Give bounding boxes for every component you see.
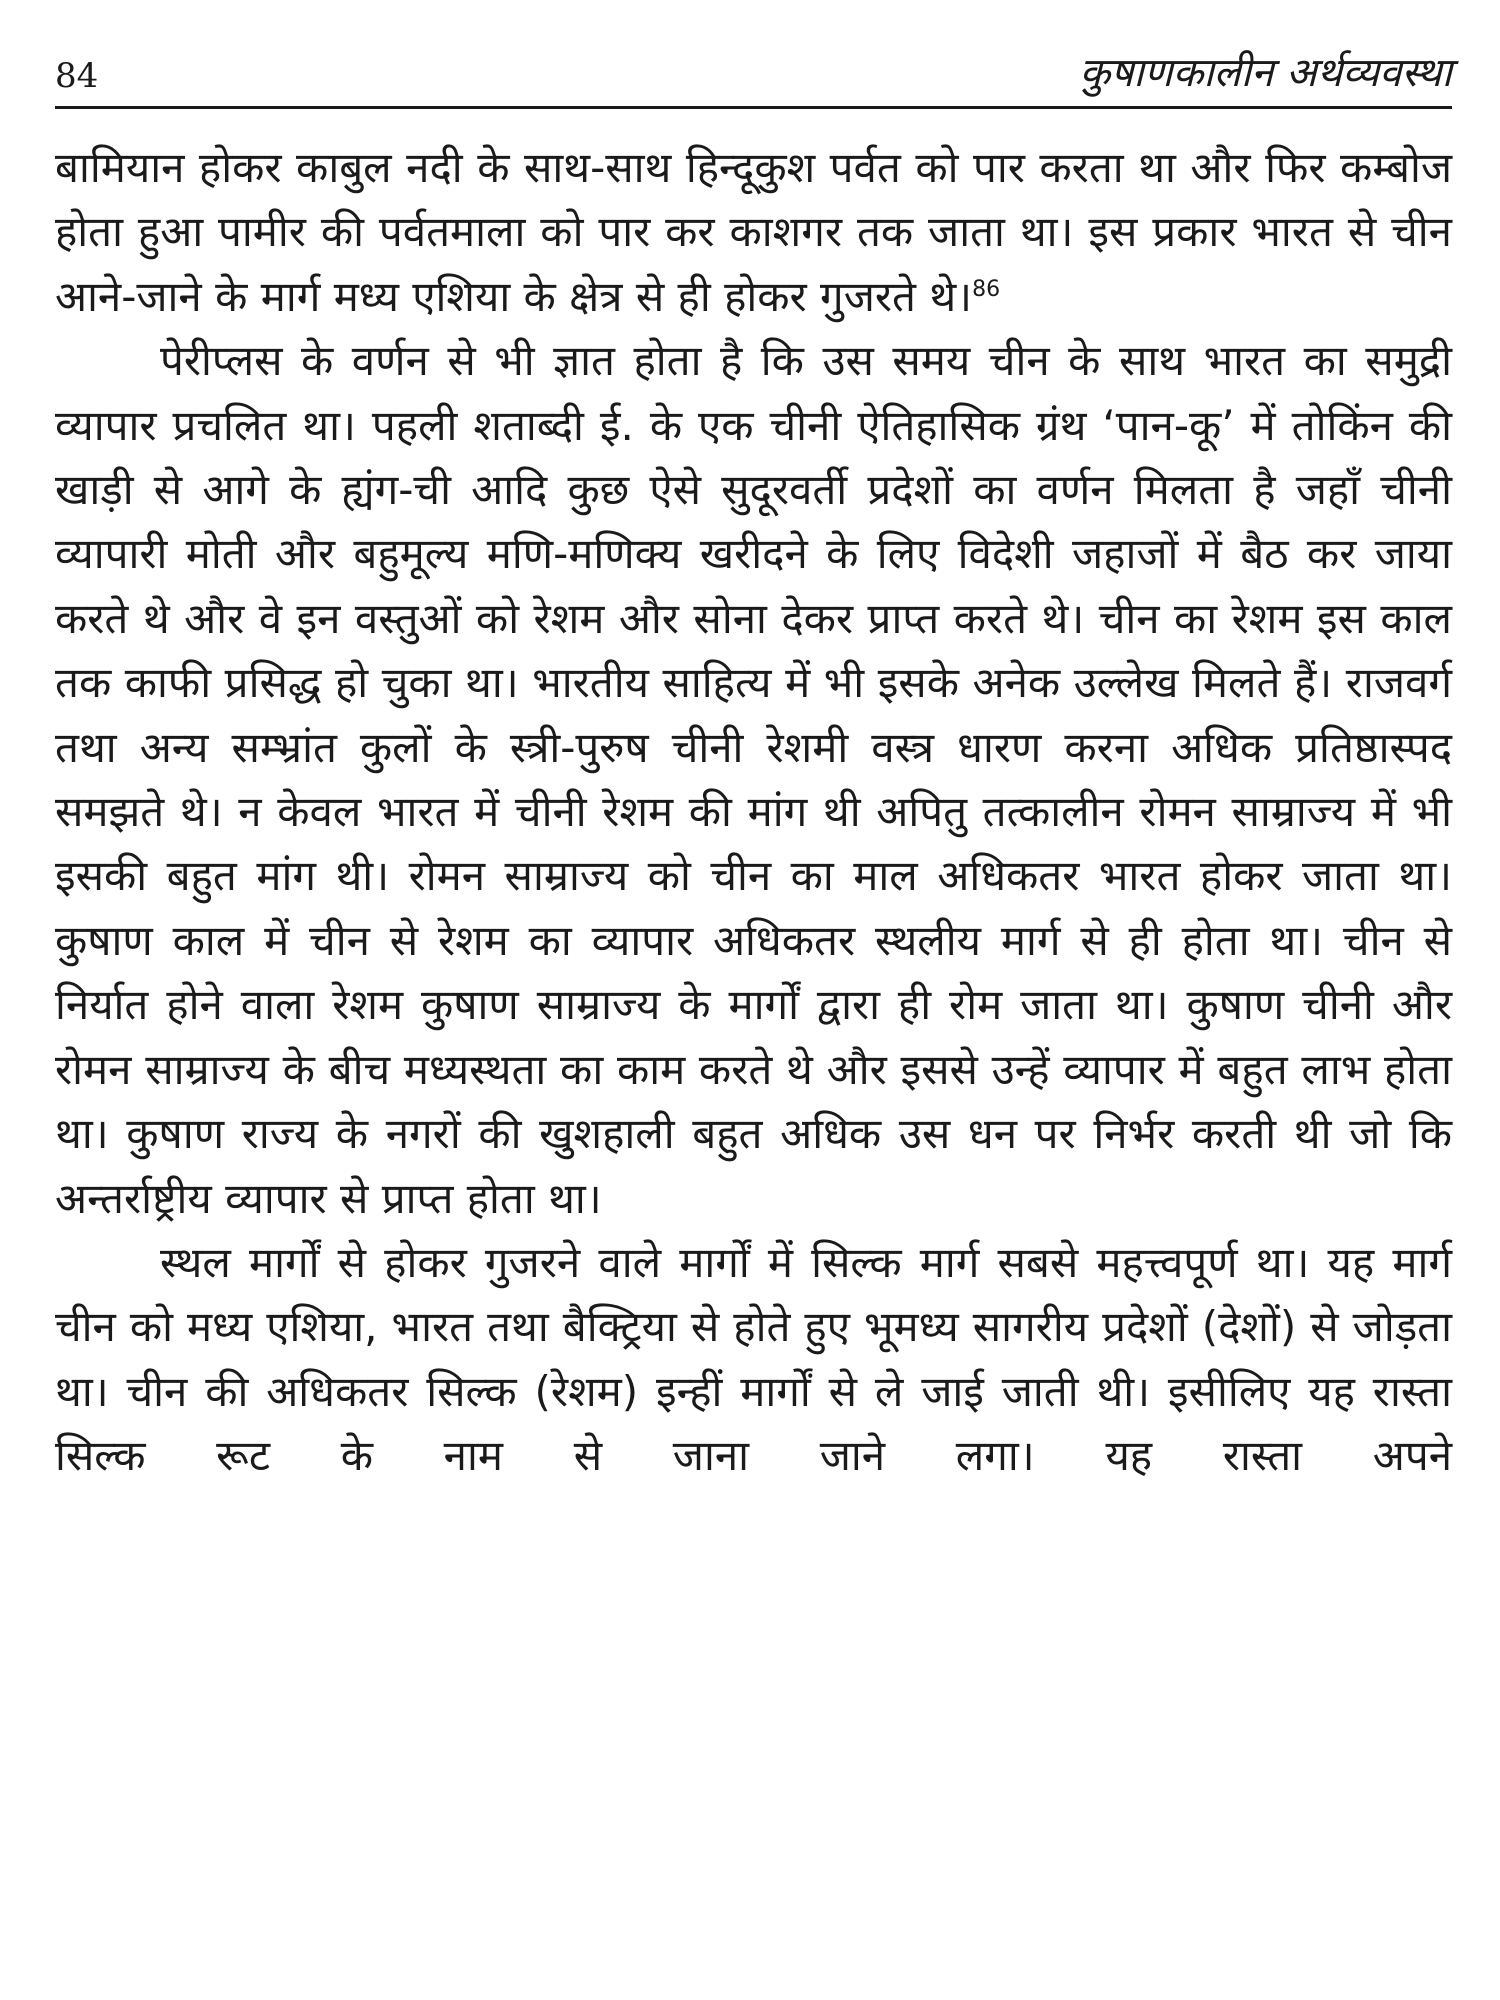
paragraph-1-text: बामियान होकर काबुल नदी के साथ-साथ हिन्दूकुश पर्वत को पार करता था और फिर कम्बोज होता हुआ पामीर की पर्वतमाला को पार कर काशगर तक जाता था। इस प्रकार भारत से चीन आने-जाने के मार्ग मध्य एशिया के क्षेत्र से ही होकर गुजरते थे। (55, 143, 1452, 321)
paragraph-2: पेरीप्लस के वर्णन से भी ज्ञात होता है कि उस समय चीन के साथ भारत का समुद्री व्यापार प्रचलित था। पहली शताब्दी ई. के एक चीनी ऐतिहासिक ग्रंथ ‘पान-कू’ में तोकिंन की खाड़ी से आगे के ह्यंग-ची आदि कुछ ऐसे सुदूरवर्ती प्रदेशों का वर्णन मिलता है जहाँ चीनी व्यापारी मोती और बहुमूल्य मणि-मणिक्य खरीदने के लिए विदेशी जहाजों में बैठ कर जाया करते थे और वे इन वस्तुओं को रेशम और सोना देकर प्राप्त करते थे। चीन का रेशम इस काल तक काफी प्रसिद्ध हो चुका था। भारतीय साहित्य में भी इसके अनेक उल्लेख मिलते हैं। राजवर्ग तथा अन्य सम्भ्रांत कुलों के स्त्री-पुरुष चीनी रेशमी वस्त्र धारण करना अधिक प्रतिष्ठास्पद समझते थे। न केवल भारत में चीनी रेशम की मांग थी अपितु तत्कालीन रोमन साम्राज्य में भी इसकी बहुत मांग थी। रोमन साम्राज्य को चीन का माल अधिकतर भारत होकर जाता था। कुषाण काल में चीन से रेशम का व्यापार अधिकतर स्थलीय मार्ग से ही होता था। चीन से निर्यात होने वाला रेशम कुषाण साम्राज्य के मार्गों द्वारा ही रोम जाता था। कुषाण चीनी और रोमन साम्राज्य के बीच मध्यस्थता का काम करते थे और इससे उन्हें व्यापार में बहुत लाभ होता था। कुषाण राज्य के नगरों की खुशहाली बहुत अधिक उस धन पर निर्भर करती थी जो कि अन्तर्राष्ट्रीय व्यापार से प्राप्त होता था। (55, 336, 1452, 1223)
paragraph-3: स्थल मार्गों से होकर गुजरने वाले मार्गों में सिल्क मार्ग सबसे महत्त्वपूर्ण था। यह मार्ग चीन को मध्य एशिया, भारत तथा बैक्ट्रिया से होते हुए भूमध्य सागरीय प्रदेशों (देशों) से जोड़ता था। चीन की अधिकतर सिल्क (रेशम) इन्हीं मार्गों से ले जाई जाती थी। इसीलिए यह रास्ता सिल्क रूट के नाम से जाना जाने लगा। यह रास्ता अपने (55, 1237, 1452, 1481)
running-title: कुषाणकालीन अर्थव्यवस्था (1079, 50, 1452, 96)
footnote-marker: 86 (972, 276, 1001, 302)
body-text (55, 136, 1452, 1980)
paragraph-1 (55, 136, 1452, 329)
page-header (55, 40, 1452, 109)
page-number: 84 (55, 56, 99, 96)
